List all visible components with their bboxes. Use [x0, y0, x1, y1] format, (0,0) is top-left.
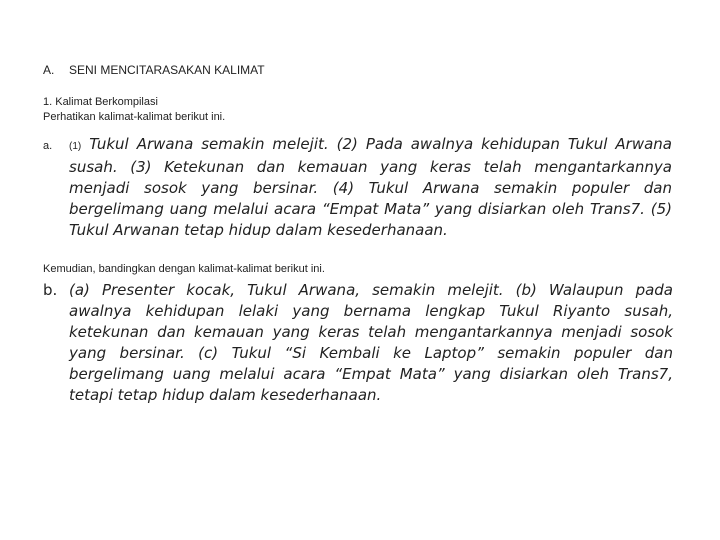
subsection-title: 1. Kalimat Berkompilasi — [43, 96, 158, 108]
item-b-text: (a) Presenter kocak, Tukul Arwana, semakin melejit. (b) Walaupun pada awalnya kehidupan lelaki yang bernama lengkap Tukul Riyanto susah, ketekunan dan kemauan yang keras telah mengantarkannya menjadi sosok yang bersinar. (c) Tukul “Si Kembali ke Laptop” semakin populer dan bergelimang uang melalui acara “Empat Mata” yang disiarkan oleh Trans7, tetapi tetap hidup dalam kesederhanaan. — [69, 281, 673, 404]
section-heading — [43, 63, 265, 77]
item-b-paragraph — [43, 280, 673, 406]
item-a-marker: a. — [43, 140, 53, 152]
section-title: SENI MENCITARASAKAN KALIMAT — [69, 63, 265, 77]
item-a-first-number: (1) — [69, 141, 82, 152]
compare-instruction: Kemudian, bandingkan dengan kalimat-kalimat berikut ini. — [43, 263, 325, 275]
item-a-paragraph — [69, 134, 672, 241]
subsection-instruction: Perhatikan kalimat-kalimat berikut ini. — [43, 111, 226, 123]
section-letter: A. — [43, 63, 55, 77]
item-a-text: Tukul Arwana semakin melejit. (2) Pada awalnya kehidupan Tukul Arwana susah. (3) Ketekunan dan kemauan yang keras telah mengantarkannya menjadi sosok yang bersinar. (4) Tukul Arwana semakin populer dan bergelimang uang melalui acara “Empat Mata” yang disiarkan oleh Trans7. (5) Tukul Arwanan tetap hidup dalam kesederhanaan. — [69, 135, 672, 239]
item-b-marker: b. — [43, 281, 58, 299]
